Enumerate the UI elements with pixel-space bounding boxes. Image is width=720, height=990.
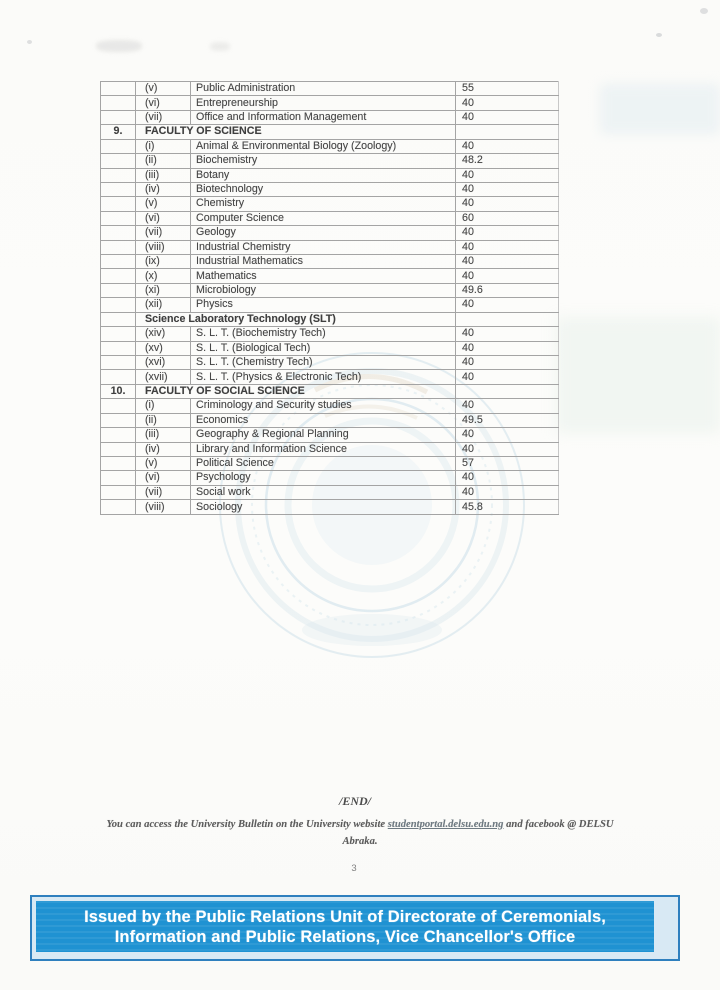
bulletin-note-line2: Abraka.: [342, 836, 378, 847]
row-serial-number: [101, 283, 136, 297]
department-name: Botany: [191, 168, 456, 182]
table-row: [101, 82, 559, 96]
table-row: [101, 240, 559, 254]
row-index: (xii): [136, 298, 191, 312]
cutoff-mark: 57: [456, 456, 559, 470]
row-index: (ii): [136, 413, 191, 427]
cutoff-mark: 55: [456, 82, 559, 96]
page-number: 3: [351, 863, 357, 874]
table-row: [101, 485, 559, 499]
table-row: [101, 341, 559, 355]
cutoff-mark: 40: [456, 485, 559, 499]
department-name: Entrepreneurship: [191, 96, 456, 110]
row-serial-number: [101, 211, 136, 225]
cutoff-mark: 40: [456, 182, 559, 196]
department-name: Industrial Mathematics: [191, 255, 456, 269]
department-name: Biochemistry: [191, 154, 456, 168]
bulletin-note-text: You can access the University Bulletin on the University website: [106, 819, 388, 830]
department-name: Criminology and Security studies: [191, 399, 456, 413]
table-row: [101, 312, 559, 326]
cutoff-mark: 40: [456, 341, 559, 355]
row-index: (xvii): [136, 370, 191, 384]
cutoff-mark: 40: [456, 442, 559, 456]
row-index: (v): [136, 197, 191, 211]
row-serial-number: [101, 182, 136, 196]
issued-by-banner: [30, 895, 680, 961]
department-name: Mathematics: [191, 269, 456, 283]
row-serial-number: [101, 240, 136, 254]
cutoff-mark: [456, 312, 559, 326]
department-name: Chemistry: [191, 197, 456, 211]
row-index: (xvi): [136, 356, 191, 370]
department-name: Industrial Chemistry: [191, 240, 456, 254]
table-row: [101, 399, 559, 413]
bulletin-website-link: studentportal.delsu.edu.ng: [387, 819, 504, 830]
row-index: (vii): [136, 110, 191, 124]
table-row: [101, 168, 559, 182]
row-index: (vii): [136, 226, 191, 240]
table-row: [101, 428, 559, 442]
row-index: (x): [136, 269, 191, 283]
row-serial-number: [101, 298, 136, 312]
department-name: S. L. T. (Biological Tech): [191, 341, 456, 355]
row-index: (iii): [136, 168, 191, 182]
cutoff-mark: 49.5: [456, 413, 559, 427]
table-row: [101, 110, 559, 124]
bulletin-note-suffix: and facebook @ DELSU: [503, 819, 614, 830]
cutoff-mark: 40: [456, 471, 559, 485]
cutoff-mark: 40: [456, 298, 559, 312]
department-name: S. L. T. (Biochemistry Tech): [191, 327, 456, 341]
row-serial-number: 9.: [101, 125, 136, 139]
table-row: [101, 413, 559, 427]
row-index: (iv): [136, 442, 191, 456]
table-row: [101, 125, 559, 139]
row-index: (v): [136, 456, 191, 470]
cutoff-marks-table: [100, 81, 559, 515]
cutoff-mark: 40: [456, 96, 559, 110]
row-serial-number: [101, 356, 136, 370]
row-serial-number: [101, 327, 136, 341]
table-row: [101, 139, 559, 153]
cutoff-mark: 40: [456, 255, 559, 269]
row-index: (xv): [136, 341, 191, 355]
table-row: [101, 96, 559, 110]
department-name: Microbiology: [191, 283, 456, 297]
department-name: Psychology: [191, 471, 456, 485]
row-index: (v): [136, 82, 191, 96]
cutoff-mark: 40: [456, 370, 559, 384]
table-row: [101, 370, 559, 384]
row-serial-number: [101, 370, 136, 384]
banner-line-2: Information and Public Relations, Vice Chancellor's Office: [114, 927, 576, 946]
row-index: (viii): [136, 240, 191, 254]
row-serial-number: 10.: [101, 384, 136, 398]
cutoff-mark: 49.6: [456, 283, 559, 297]
department-name: Library and Information Science: [191, 442, 456, 456]
cutoff-mark: [456, 384, 559, 398]
row-serial-number: [101, 96, 136, 110]
cutoff-mark: 40: [456, 168, 559, 182]
bulletin-note: [95, 816, 625, 850]
row-serial-number: [101, 168, 136, 182]
cutoff-mark: 40: [456, 139, 559, 153]
row-index: (i): [136, 139, 191, 153]
row-serial-number: [101, 82, 136, 96]
row-serial-number: [101, 154, 136, 168]
row-index: (vi): [136, 96, 191, 110]
cutoff-mark: 60: [456, 211, 559, 225]
table-row: [101, 226, 559, 240]
row-serial-number: [101, 341, 136, 355]
banner-line-1: Issued by the Public Relations Unit of Directorate of Ceremonials,: [84, 907, 606, 926]
department-name: Economics: [191, 413, 456, 427]
department-name: S. L. T. (Chemistry Tech): [191, 356, 456, 370]
row-index: (iii): [136, 428, 191, 442]
department-name: Computer Science: [191, 211, 456, 225]
row-index: (ii): [136, 154, 191, 168]
row-index: (iv): [136, 182, 191, 196]
cutoff-mark: 40: [456, 399, 559, 413]
row-serial-number: [101, 413, 136, 427]
table-row: [101, 356, 559, 370]
department-name: Physics: [191, 298, 456, 312]
table-row: [101, 298, 559, 312]
table-row: [101, 283, 559, 297]
section-title: Science Laboratory Technology (SLT): [136, 312, 456, 326]
scan-tint-band: [556, 318, 720, 433]
scan-tint-band: [600, 84, 720, 134]
cutoff-mark: 40: [456, 269, 559, 283]
row-serial-number: [101, 139, 136, 153]
department-name: Geology: [191, 226, 456, 240]
cutoff-mark: 40: [456, 356, 559, 370]
department-name: Political Science: [191, 456, 456, 470]
cutoff-mark: 40: [456, 240, 559, 254]
cutoff-mark: 48.2: [456, 154, 559, 168]
department-name: Office and Information Management: [191, 110, 456, 124]
faculty-title: FACULTY OF SOCIAL SCIENCE: [136, 384, 456, 398]
row-index: (vi): [136, 211, 191, 225]
row-serial-number: [101, 456, 136, 470]
table-row: [101, 182, 559, 196]
row-serial-number: [101, 428, 136, 442]
table-row: [101, 269, 559, 283]
table-row: [101, 327, 559, 341]
scan-smudge: [210, 42, 230, 51]
row-index: (vii): [136, 485, 191, 499]
end-marker: /END/: [338, 794, 371, 808]
row-serial-number: [101, 442, 136, 456]
cutoff-mark: 40: [456, 428, 559, 442]
row-serial-number: [101, 110, 136, 124]
row-serial-number: [101, 312, 136, 326]
table-row: [101, 471, 559, 485]
faculty-title: FACULTY OF SCIENCE: [136, 125, 456, 139]
table-row: [101, 255, 559, 269]
cutoff-mark: 40: [456, 327, 559, 341]
row-index: (i): [136, 399, 191, 413]
row-serial-number: [101, 269, 136, 283]
row-index: (viii): [136, 500, 191, 515]
row-serial-number: [101, 226, 136, 240]
scan-speck: [27, 40, 32, 44]
department-name: Public Administration: [191, 82, 456, 96]
row-serial-number: [101, 485, 136, 499]
cutoff-mark: 40: [456, 197, 559, 211]
row-serial-number: [101, 197, 136, 211]
table-row: [101, 456, 559, 470]
row-serial-number: [101, 500, 136, 515]
table-row: [101, 197, 559, 211]
department-name: Biotechnology: [191, 182, 456, 196]
cutoff-mark: [456, 125, 559, 139]
table-row: [101, 442, 559, 456]
row-index: (vi): [136, 471, 191, 485]
row-serial-number: [101, 255, 136, 269]
cutoff-mark: 40: [456, 226, 559, 240]
table-row: [101, 154, 559, 168]
department-name: Social work: [191, 485, 456, 499]
table-row: [101, 211, 559, 225]
cutoff-mark: 40: [456, 110, 559, 124]
scan-speck: [700, 8, 708, 14]
row-serial-number: [101, 399, 136, 413]
department-name: Animal & Environmental Biology (Zoology): [191, 139, 456, 153]
scan-smudge: [96, 40, 142, 52]
department-name: S. L. T. (Physics & Electronic Tech): [191, 370, 456, 384]
issued-by-banner-fill: [36, 901, 654, 952]
department-name: Geography & Regional Planning: [191, 428, 456, 442]
row-index: (xiv): [136, 327, 191, 341]
scan-speck: [656, 33, 662, 37]
table-row: [101, 500, 559, 515]
row-serial-number: [101, 471, 136, 485]
table-row: [101, 384, 559, 398]
row-index: (ix): [136, 255, 191, 269]
cutoff-table-body: [101, 82, 559, 515]
cutoff-mark: 45.8: [456, 500, 559, 515]
row-index: (xi): [136, 283, 191, 297]
department-name: Sociology: [191, 500, 456, 515]
